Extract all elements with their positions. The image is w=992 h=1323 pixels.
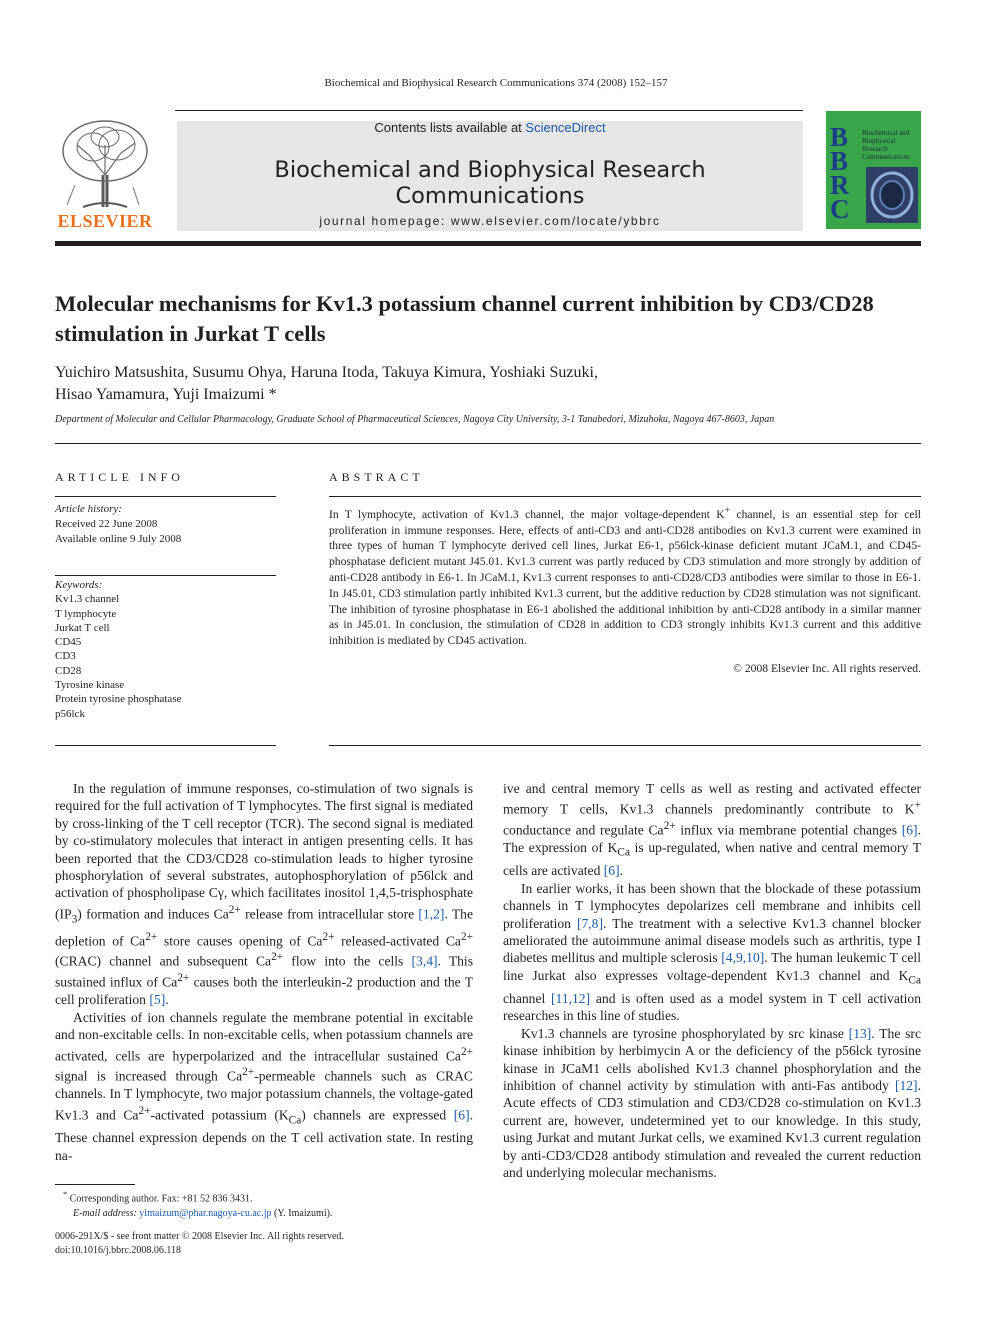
footnote-rule <box>55 1184 135 1185</box>
email-link[interactable]: yimaizum@phar.nagoya-cu.ac.jp <box>139 1208 272 1220</box>
history-label: Article history: <box>55 503 122 515</box>
article-info-heading: ARTICLE INFO <box>55 470 184 484</box>
abstract-heading: ABSTRACT <box>329 470 424 484</box>
reference-link[interactable]: [6] <box>901 822 918 838</box>
body-column-left <box>55 780 473 1164</box>
keyword: CD28 <box>55 664 82 677</box>
online-date: Available online 9 July 2008 <box>55 533 182 545</box>
body-paragraph: Activities of ion channels regulate the membrane potential in excitable and non-excitable cells. In non-excitable cells, when potassium channels are activated, cells are hyperpolarized and the intracellular sustained $Ca^{2+}$ signal is increased through $Ca^{2+}$-permeable channels such as CRAC channels. In T lymphocyte, two major potassium channels, the voltage-gated Kv1.3 and $Ca^{2+}$-activated potassium $(K_{Ca})$ channels are expressed [6]. These channel expression depends on the T cell activation state. In resting na- <box>55 1009 474 1163</box>
authors-line: Yuichiro Matsushita, Susumu Ohya, Haruna Itoda, Takuya Kimura, Yoshiaki Suzuki, <box>55 364 598 381</box>
contents-line <box>177 120 803 135</box>
keyword: p56lck <box>55 707 85 720</box>
article-info-rule <box>55 575 276 576</box>
keyword: CD3 <box>55 650 76 663</box>
body-column-right <box>503 780 921 1181</box>
footnote-email: E-mail address: yimaizum@phar.nagoya-cu.ac.jp (Y. Imaizumi). <box>73 1208 333 1220</box>
reference-link[interactable]: [11,12] <box>551 990 591 1006</box>
sciencedirect-link[interactable]: ScienceDirect <box>525 120 606 135</box>
abstract-rule <box>329 496 921 497</box>
issn-line: 0006-291X/$ - see front matter © 2008 Elsevier Inc. All rights reserved. <box>55 1231 344 1242</box>
article-info-rule <box>55 496 276 497</box>
doi-line[interactable]: doi:10.1016/j.bbrc.2008.06.118 <box>55 1245 182 1256</box>
reference-link[interactable]: [12] <box>894 1078 918 1093</box>
keyword: T lymphocyte <box>55 607 117 620</box>
affiliation-rule <box>55 443 921 444</box>
affiliation: Department of Molecular and Cellular Pharmacology, Graduate School of Pharmaceutical Sciences, Nagoya City University, 3-1 Tanabedori, Mizuhoku, Nagoya 467-8603, Japan <box>55 414 775 425</box>
cover-letter: B <box>830 122 849 152</box>
abstract-rule <box>329 745 921 746</box>
reference-link[interactable]: [6] <box>603 863 620 879</box>
footnote-corresponding: * Corresponding author. Fax: +81 52 836 3431. <box>63 1190 253 1205</box>
authors-line: Hisao Yamamura, Yuji Imaizumi * <box>55 386 277 403</box>
journal-citation: Biochemical and Biophysical Research Communications 374 (2008) 152–157 <box>324 77 668 89</box>
keywords-block <box>55 578 276 721</box>
body-paragraph: In earlier works, it has been shown that the blockade of these potassium channels in T lymphocytes depolarizes cell membrane and inhibits cell proliferation [7,8]. The treatment with a selective Kv1.3 channel blocker ameliorated the autoimmune animal disease models such as arthritis, type I diabetes mellitus and multiple sclerosis [4,9,10]. The human leukemic T cell line Jurkat also expresses voltage-dependent Kv1.3 channel and $K_{Ca}$ channel [11,12] and is often used as a model system in T cell activation researches in this line of studies. <box>503 880 922 1024</box>
keyword: Jurkat T cell <box>55 621 110 634</box>
reference-link[interactable]: [1,2] <box>418 906 445 922</box>
cover-journal-name: Biochemical and Biophysical Research Communications <box>862 129 910 161</box>
keyword: CD45 <box>55 636 82 649</box>
reference-link[interactable]: [3,4] <box>411 953 438 969</box>
header-rule <box>175 110 803 111</box>
cover-letter: R <box>830 170 850 200</box>
reference-link[interactable]: [13] <box>848 1025 872 1041</box>
keywords-label: Keywords: <box>55 579 103 591</box>
abstract-part: channel, is an essential step for cell proliferation in immune responses. Here, effects of anti-CD3 and anti-CD28 antibodies on Kv1.3 current were examined in three types of human T lymphocyte derived cell lines, Jurkat E6-1, p56lck-kinase deficient mutant JCaM.1, and CD45-phosphatase deficient mutant J45.01. Kv1.3 current was partly reduced by CD3 stimulation and more strongly by addition of anti-CD28 antibody in E6-1. In JCaM.1, Kv1.3 current responses to anti-CD28/CD3 antibodies were similar to those in E6-1. In J45.01, CD3 stimulation partly inhibited Kv1.3 current, but the additive reduction by CD28 stimulation was not significant. The inhibition of tyrosine phosphatase in E6-1 abolished the additional inhibition by anti-CD28 antibody in a similar manner as in J45.01. In conclusion, the stimulation of CD28 in addition to CD3 strongly inhibits Kv1.3 current and this additive inhibition is mediated by CD45 activation. <box>329 507 921 648</box>
article-history <box>55 502 276 547</box>
cover-letter: B <box>830 146 849 176</box>
journal-cover <box>826 111 921 229</box>
body-paragraph: Kv1.3 channels are tyrosine phosphorylated by src kinase [13]. The src kinase inhibition by herbimycin A or the deficiency of the p56lck tyrosine kinase in JCaM1 cells abolished Kv1.3 channel phosphorylation and the inhibition of channel activity by stimulation with anti-Fas antibody [12]. Acute effects of CD3 stimulation and CD3/CD28 co-stimulation on Kv1.3 current are, however, undetermined yet to our knowledge. In this study, using Jurkat and mutant Jurkat cells, we examined Kv1.3 current regulation by anti-CD3/CD28 antibody stimulation and revealed the current reduction and underlying molecular mechanisms. <box>503 1025 921 1181</box>
keyword: Protein tyrosine phosphatase <box>55 693 182 706</box>
masthead-rule <box>55 241 921 246</box>
abstract-part: In T lymphocyte, activation of Kv1.3 channel, the major voltage-dependent K <box>329 507 725 521</box>
cover-image <box>866 167 918 223</box>
body-paragraph: ive and central memory T cells as well as resting and activated effecter memory T cells, Kv1.3 channels predominantly contribute to K+ conductance and regulate $Ca^{2+}$ influx via membrane potential changes [6]. The expression of $K_{Ca}$ is up-regulated, when native and central memory T cells are activated [6]. <box>503 781 922 879</box>
abstract-text <box>329 503 921 649</box>
elsevier-wordmark: ELSEVIER <box>57 211 153 231</box>
front-matter-info <box>55 1230 473 1258</box>
received-date: Received 22 June 2008 <box>55 518 158 530</box>
body-paragraph: In the regulation of immune responses, co-stimulation of two signals is required for the full activation of T lymphocytes. The first signal is mediated by cross-linking of the T cell receptor (TCR). The second signal is mediated by co-stimulatory molecules that interact in antigen presenting cells. It has been reported that the CD3/CD28 co-stimulation leads to higher tyrosine phosphorylation of several substrates, autophosphorylation of p56lck and activation of phospholipase Cγ, which facilitates inositol 1,4,5-trisphosphate $(IP_3)$ formation and induces $Ca^{2+}$ release from intracellular store [1,2]. The depletion of $Ca^{2+}$ store causes opening of $Ca^{2+}$ released-activated $Ca^{2+}$ (CRAC) channel and subsequent $Ca^{2+}$ flow into the cells [3,4]. This sustained influx of $Ca^{2+}$ causes both the interleukin-2 production and the T cell proliferation [5]. <box>55 781 474 1008</box>
journal-title: Biochemical and Biophysical Research Communications <box>274 157 706 209</box>
corresponding-author-footnote <box>55 1187 473 1221</box>
contents-prefix: Contents lists available at <box>374 120 526 135</box>
superscript: + <box>724 505 731 516</box>
keyword: Tyrosine kinase <box>55 679 125 692</box>
article-title: Molecular mechanisms for Kv1.3 potassium channel current inhibition by CD3/CD28 stimulation in Jurkat T cells <box>55 291 874 346</box>
article-info-rule <box>55 745 276 746</box>
journal-homepage[interactable]: journal homepage: www.elsevier.com/locate/ybbrc <box>319 214 661 228</box>
reference-link[interactable]: [5] <box>149 992 166 1008</box>
keyword: Kv1.3 channel <box>55 593 120 606</box>
reference-link[interactable]: [6] <box>453 1107 470 1123</box>
cover-letter: C <box>830 194 850 224</box>
author-list <box>55 362 921 406</box>
reference-link[interactable]: [4,9,10] <box>721 950 765 966</box>
cover-letters <box>830 122 860 224</box>
abstract-copyright: © 2008 Elsevier Inc. All rights reserved. <box>733 662 921 675</box>
reference-link[interactable]: [7,8] <box>576 915 603 931</box>
